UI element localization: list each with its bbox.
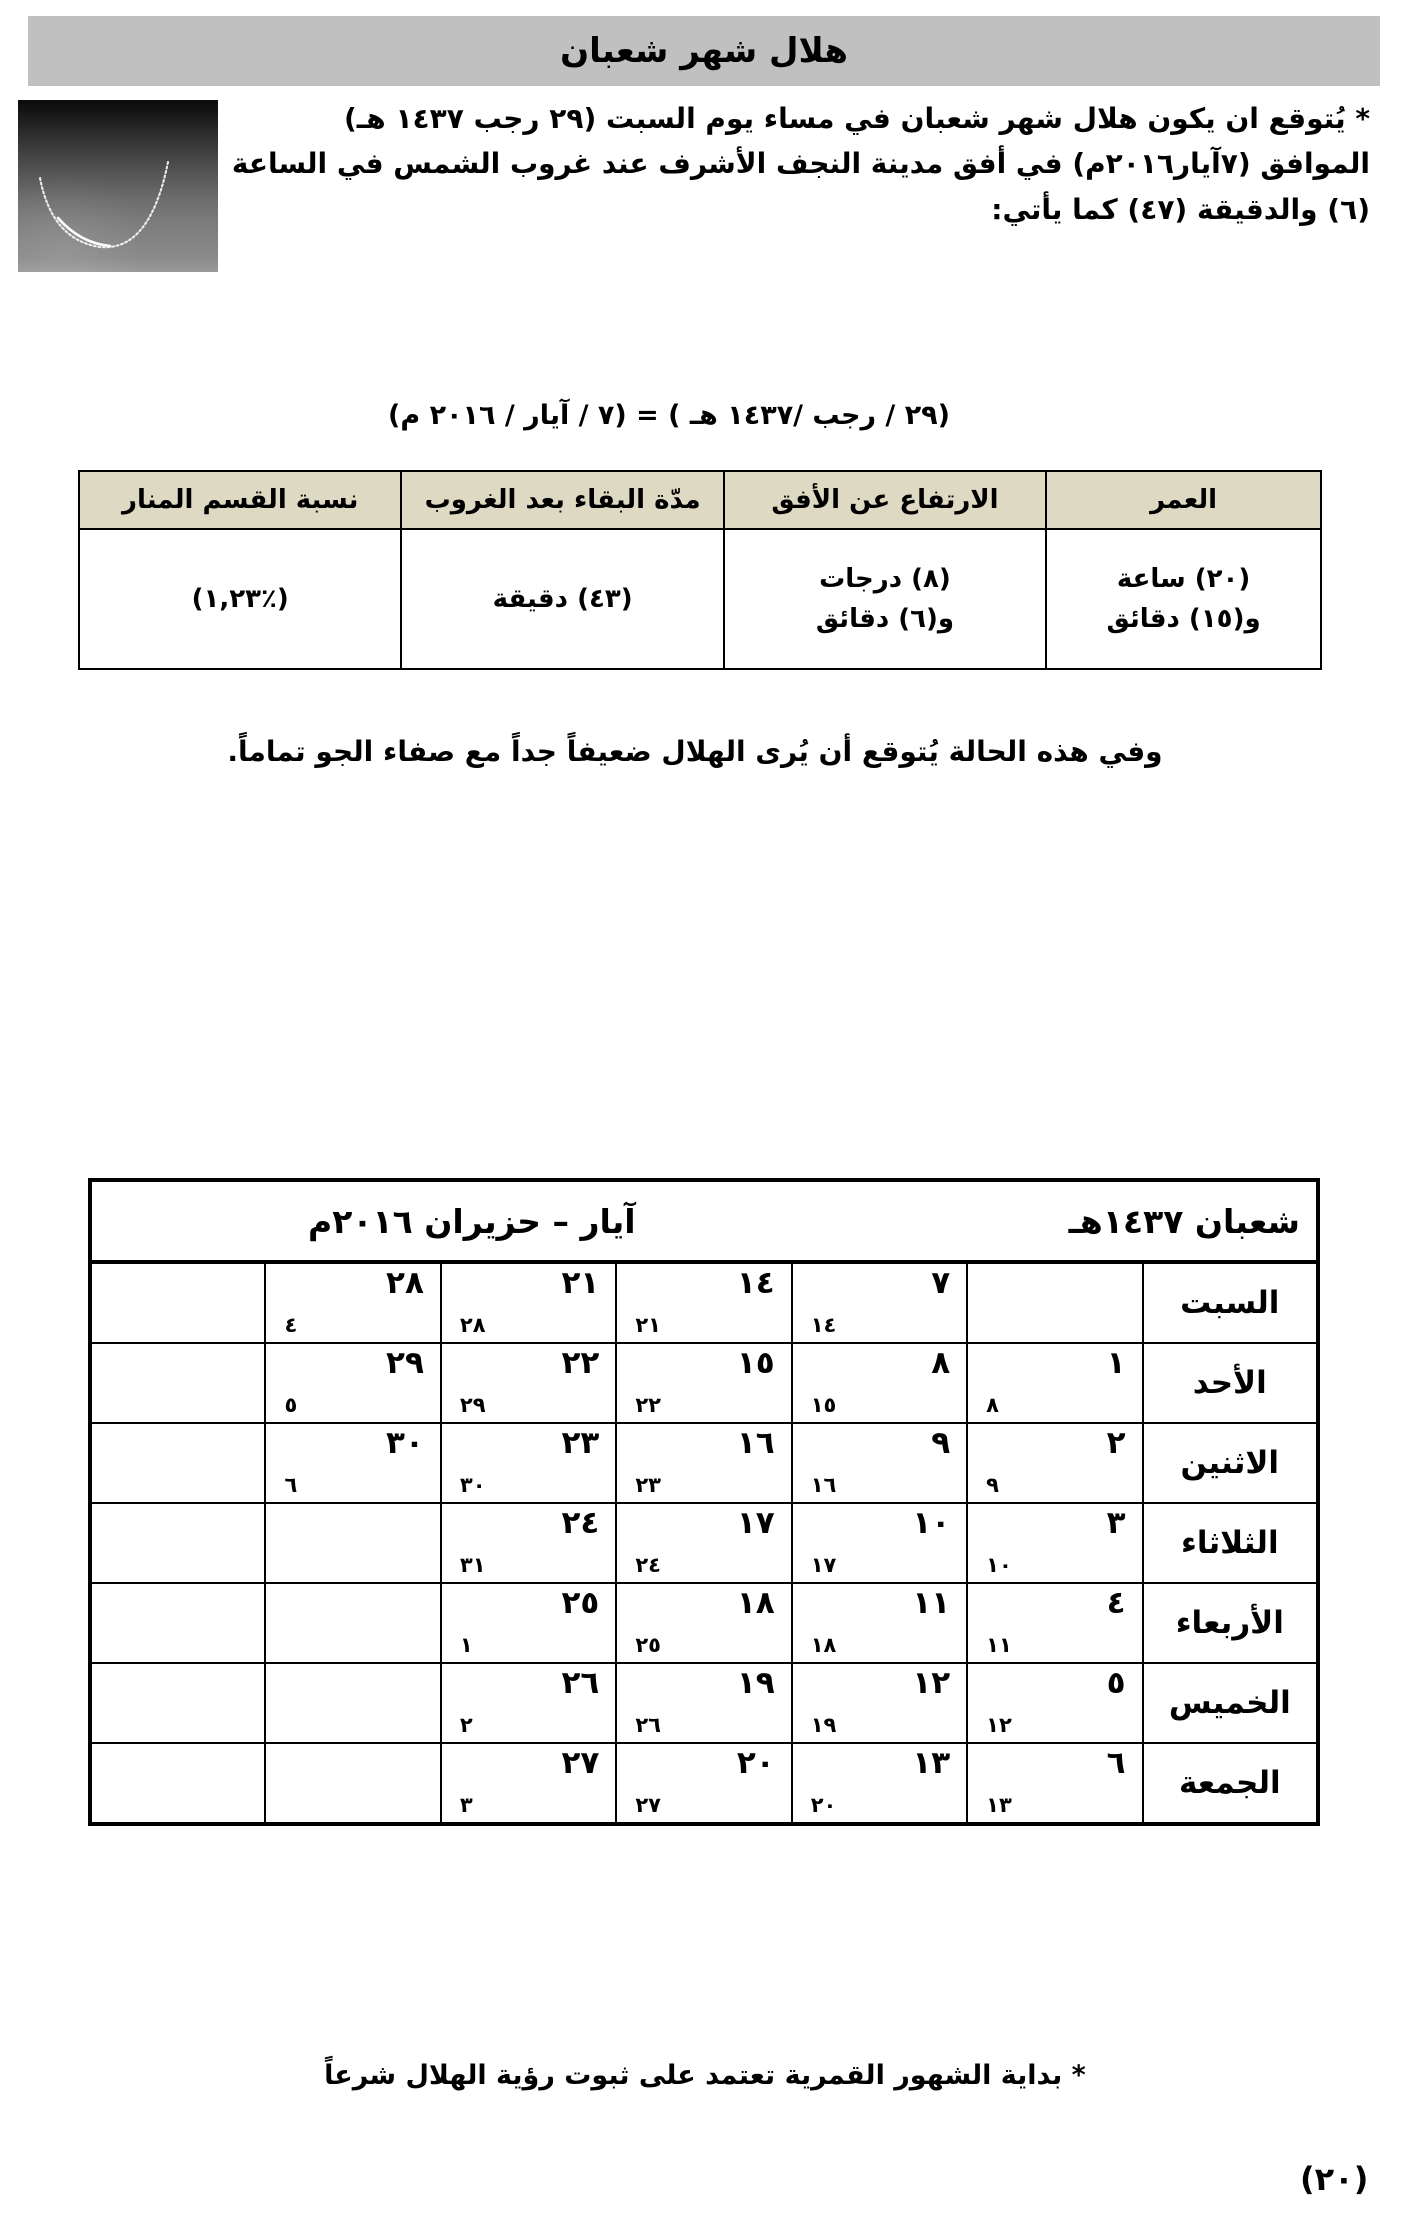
hijri-day-number: ١٤ xyxy=(736,1265,775,1301)
hijri-day-number: ١٥ xyxy=(736,1345,775,1381)
calendar-dayname-5: الخميس xyxy=(1143,1663,1318,1743)
calendar-daycell xyxy=(90,1262,265,1343)
gregorian-day-number: ١٥ xyxy=(810,1393,837,1417)
col-header-illumination: نسبة القسم المنار xyxy=(79,471,401,529)
calendar-header-cell xyxy=(90,1180,1318,1262)
gregorian-day-number: ٢٢ xyxy=(635,1393,661,1417)
hijri-day-number: ٢٨ xyxy=(386,1265,424,1301)
hijri-day-number: ٢١ xyxy=(561,1265,600,1301)
hijri-day-number: ١٣ xyxy=(912,1745,951,1781)
page-title-banner xyxy=(28,16,1380,86)
page-title: هلال شهر شعبان xyxy=(560,31,848,71)
calendar-dayname-4: الأربعاء xyxy=(1143,1583,1318,1663)
calendar-daycell xyxy=(967,1423,1142,1503)
gregorian-day-number: ٢ xyxy=(459,1713,473,1737)
calendar-daycell xyxy=(616,1262,791,1343)
calendar-daycell xyxy=(792,1663,967,1743)
crescent-arc-icon xyxy=(18,100,218,272)
gregorian-day-number: ٣٠ xyxy=(459,1473,486,1497)
gregorian-day-number: ٢٩ xyxy=(459,1393,486,1417)
hijri-day-number: ٢٦ xyxy=(561,1665,600,1701)
calendar-dayname-6: الجمعة xyxy=(1143,1743,1318,1824)
hijri-day-number: ٢ xyxy=(1106,1425,1126,1461)
calendar-daycell xyxy=(265,1583,440,1663)
hijri-day-number: ١٧ xyxy=(736,1505,775,1541)
calendar-daycell xyxy=(90,1663,265,1743)
calendar-daycell xyxy=(265,1663,440,1743)
page-number: (٢٠) xyxy=(1300,2160,1369,2198)
calendar-daycell xyxy=(90,1583,265,1663)
calendar-daycell xyxy=(265,1423,440,1503)
hijri-day-number: ١ xyxy=(1106,1345,1126,1381)
calendar-row xyxy=(90,1262,1318,1343)
calendar-daycell xyxy=(967,1663,1142,1743)
hijri-day-number: ٢٥ xyxy=(561,1585,600,1621)
hilal-info-table xyxy=(78,470,1322,670)
hijri-day-number: ٣ xyxy=(1106,1505,1126,1541)
calendar-daycell xyxy=(265,1743,440,1824)
calendar-daycell xyxy=(441,1503,616,1583)
crescent-moon-photo xyxy=(18,100,218,272)
gregorian-day-number: ٨ xyxy=(986,1393,999,1417)
calendar-dayname-1: الأحد xyxy=(1143,1343,1318,1423)
calendar-daycell xyxy=(792,1743,967,1824)
gregorian-day-number: ٦ xyxy=(284,1473,298,1497)
gregorian-day-number: ٢٨ xyxy=(459,1313,486,1337)
calendar-row xyxy=(90,1503,1318,1583)
calendar-daycell xyxy=(967,1583,1142,1663)
calendar-daycell xyxy=(792,1262,967,1343)
calendar-footnote: * بداية الشهور القمرية تعتمد على ثبوت رؤية الهلال شرعاً xyxy=(324,2060,1086,2091)
hijri-day-number: ٤ xyxy=(1106,1585,1126,1621)
calendar-daycell xyxy=(792,1423,967,1503)
hijri-day-number: ٥ xyxy=(1106,1665,1126,1701)
hilal-info-table-wrap xyxy=(78,470,1322,670)
gregorian-day-number: ٣١ xyxy=(459,1553,486,1577)
gregorian-day-number: ٥ xyxy=(284,1393,298,1417)
cell-illumination: (٪١,٢٣) xyxy=(79,529,401,669)
calendar-daycell xyxy=(792,1343,967,1423)
gregorian-day-number: ٤ xyxy=(284,1313,298,1337)
calendar-row xyxy=(90,1583,1318,1663)
gregorian-day-number: ٢٦ xyxy=(635,1713,661,1737)
calendar-daycell xyxy=(967,1743,1142,1824)
calendar-daycell xyxy=(967,1262,1142,1343)
hijri-day-number: ٣٠ xyxy=(386,1425,424,1461)
calendar-daycell xyxy=(967,1343,1142,1423)
calendar-daycell xyxy=(90,1343,265,1423)
gregorian-day-number: ٢٣ xyxy=(635,1473,661,1497)
calendar-daycell xyxy=(441,1583,616,1663)
cell-altitude-line1: (٨) درجات xyxy=(819,563,951,594)
calendar-hijri-title: شعبان ١٤٣٧هـ xyxy=(1068,1201,1300,1241)
hijri-day-number: ١٦ xyxy=(736,1425,775,1461)
cell-age xyxy=(1046,529,1321,669)
gregorian-day-number: ١ xyxy=(459,1633,473,1657)
hijri-day-number: ٢٧ xyxy=(561,1745,600,1781)
gregorian-day-number: ١٠ xyxy=(986,1553,1012,1577)
calendar-row xyxy=(90,1343,1318,1423)
calendar-daycell xyxy=(441,1423,616,1503)
gregorian-day-number: ١٤ xyxy=(810,1313,837,1337)
gregorian-day-number: ١٧ xyxy=(810,1553,837,1577)
monthly-calendar xyxy=(88,1178,1320,1826)
cell-altitude-line2: و(٦) دقائق xyxy=(815,604,955,634)
hijri-day-number: ١٨ xyxy=(736,1585,775,1621)
calendar-daycell xyxy=(265,1343,440,1423)
gregorian-day-number: ٢٤ xyxy=(635,1553,661,1577)
calendar-daycell xyxy=(792,1583,967,1663)
calendar-daycell xyxy=(616,1503,791,1583)
gregorian-day-number: ١٩ xyxy=(810,1713,837,1737)
calendar-daycell xyxy=(90,1503,265,1583)
calendar-daycell xyxy=(90,1743,265,1824)
calendar-dayname-3: الثلاثاء xyxy=(1143,1503,1318,1583)
table-row xyxy=(79,529,1321,669)
gregorian-day-number: ١٦ xyxy=(810,1473,837,1497)
cell-age-line1: (٢٠) ساعة xyxy=(1116,563,1251,594)
calendar-row xyxy=(90,1663,1318,1743)
hijri-day-number: ٨ xyxy=(931,1345,951,1381)
calendar-daycell xyxy=(441,1663,616,1743)
hijri-day-number: ٧ xyxy=(931,1265,951,1301)
hijri-day-number: ٢٢ xyxy=(561,1345,600,1381)
calendar-daycell xyxy=(616,1663,791,1743)
calendar-body xyxy=(90,1262,1318,1824)
col-header-stay: مدّة البقاء بعد الغروب xyxy=(401,471,723,529)
date-equivalence-line: (٢٩ / رجب /١٤٣٧ هـ ) = (٧ / آيار / ٢٠١٦ م) xyxy=(388,400,950,431)
calendar-gregorian-title: آيار – حزيران ٢٠١٦م xyxy=(308,1201,636,1241)
calendar-daycell xyxy=(967,1503,1142,1583)
gregorian-day-number: ٣ xyxy=(459,1793,473,1817)
calendar-daycell xyxy=(616,1343,791,1423)
gregorian-day-number: ١٨ xyxy=(810,1633,837,1657)
visibility-note: وفي هذه الحالة يُتوقع أن يُرى الهلال ضعيفاً جداً مع صفاء الجو تماماً. xyxy=(227,735,1163,768)
calendar-daycell xyxy=(90,1423,265,1503)
hijri-day-number: ٩ xyxy=(931,1425,951,1461)
calendar-row xyxy=(90,1423,1318,1503)
gregorian-day-number: ١٢ xyxy=(986,1713,1012,1737)
calendar-row xyxy=(90,1743,1318,1824)
hijri-day-number: ٢٤ xyxy=(561,1505,600,1541)
gregorian-day-number: ٢٧ xyxy=(635,1793,661,1817)
calendar-daycell xyxy=(441,1262,616,1343)
gregorian-day-number: ٢١ xyxy=(635,1313,661,1337)
calendar-daycell xyxy=(616,1743,791,1824)
hijri-day-number: ٦ xyxy=(1106,1745,1126,1781)
cell-age-line2: و(١٥) دقائق xyxy=(1106,604,1261,634)
cell-stay: (٤٣) دقيقة xyxy=(401,529,723,669)
gregorian-day-number: ٩ xyxy=(986,1473,999,1497)
hijri-day-number: ٢٩ xyxy=(386,1345,424,1381)
calendar-dayname-0: السبت xyxy=(1143,1262,1318,1343)
calendar-daycell xyxy=(441,1743,616,1824)
hijri-day-number: ١٠ xyxy=(912,1505,951,1541)
col-header-age: العمر xyxy=(1046,471,1321,529)
cell-altitude xyxy=(724,529,1046,669)
monthly-calendar-wrap xyxy=(88,1178,1320,1826)
hijri-day-number: ١٩ xyxy=(736,1665,775,1701)
calendar-daycell xyxy=(441,1343,616,1423)
hijri-day-number: ١٢ xyxy=(912,1665,951,1701)
gregorian-day-number: ٢٥ xyxy=(635,1633,661,1657)
hijri-day-number: ١١ xyxy=(912,1585,951,1621)
intro-paragraph: * يُتوقع ان يكون هلال شهر شعبان في مساء يوم السبت (٢٩ رجب ١٤٣٧ هـ) الموافق (٧آيار٢٠١٦م) في أفق مدينة النجف الأشرف عند غروب الشمس في الساعة (٦) والدقيقة (٤٧) كما يأتي: xyxy=(231,102,1370,226)
hijri-day-number: ٢٠ xyxy=(736,1745,775,1781)
gregorian-day-number: ٢٠ xyxy=(810,1793,837,1817)
gregorian-day-number: ١١ xyxy=(986,1633,1012,1657)
calendar-daycell xyxy=(616,1583,791,1663)
calendar-daycell xyxy=(792,1503,967,1583)
col-header-altitude: الارتفاع عن الأفق xyxy=(724,471,1046,529)
table-header-row xyxy=(79,471,1321,529)
hijri-day-number: ٢٣ xyxy=(561,1425,600,1461)
calendar-daycell xyxy=(616,1423,791,1503)
calendar-daycell xyxy=(265,1262,440,1343)
calendar-dayname-2: الاثنين xyxy=(1143,1423,1318,1503)
calendar-daycell xyxy=(265,1503,440,1583)
gregorian-day-number: ١٣ xyxy=(986,1793,1012,1817)
calendar-header-row xyxy=(90,1180,1318,1262)
